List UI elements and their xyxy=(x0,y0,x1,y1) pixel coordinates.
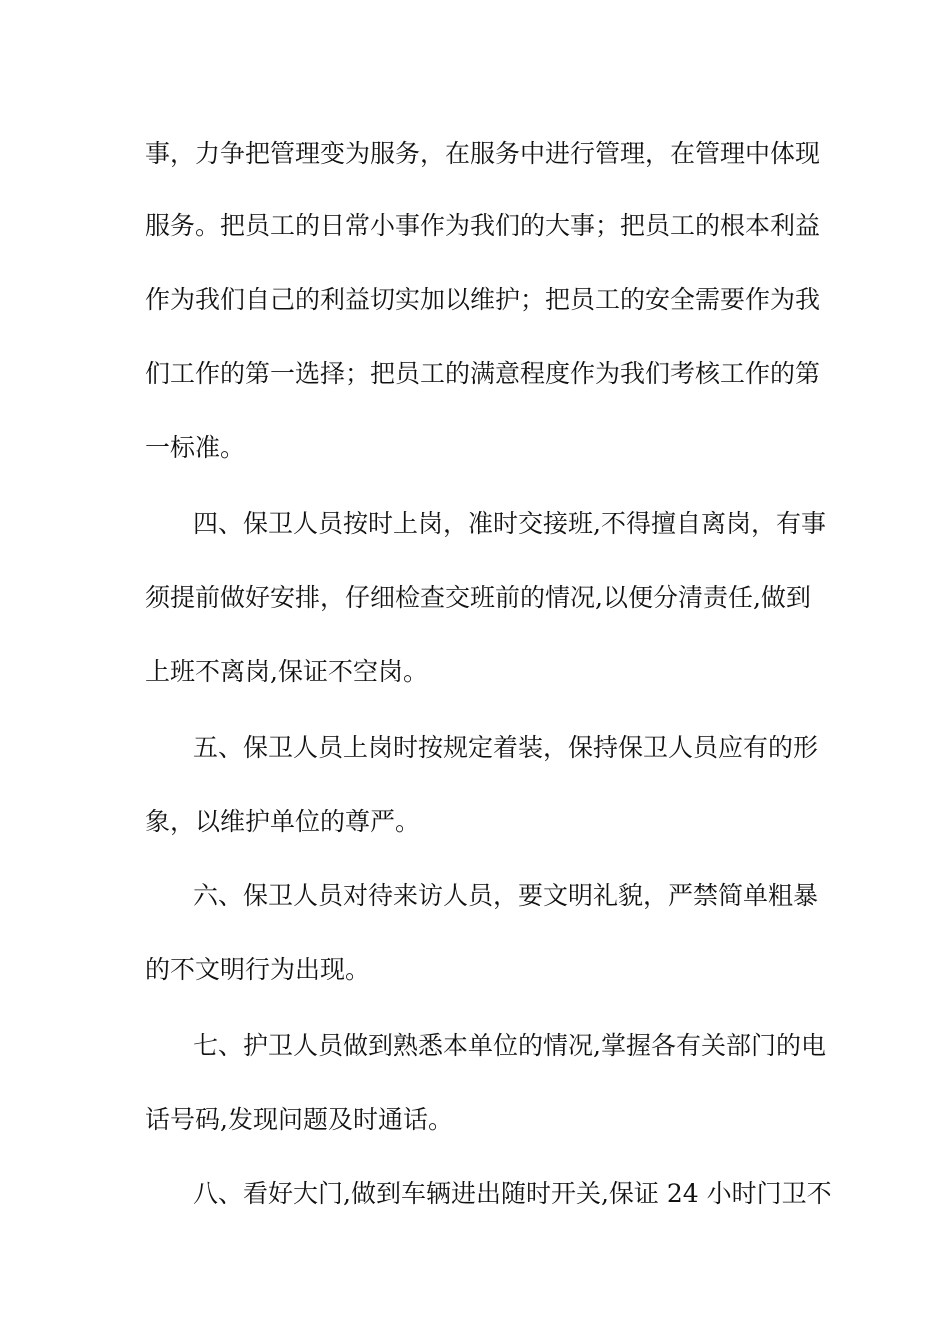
paragraph-line: 五、保卫人员上岗时按规定着装，保持保卫人员应有的形 xyxy=(193,733,819,762)
paragraph-line: 一标准。 xyxy=(145,433,246,462)
paragraph-line: 六、保卫人员对待来访人员，要文明礼貌，严禁简单粗暴 xyxy=(193,881,819,910)
paragraph-line: 七、护卫人员做到熟悉本单位的情况,掌握各有关部门的电 xyxy=(193,1031,826,1060)
paragraph-line: 四、保卫人员按时上岗，准时交接班,不得擅自离岗，有事 xyxy=(193,509,826,538)
paragraph-line: 上班不离岗,保证不空岗。 xyxy=(145,657,428,686)
paragraph-line: 须提前做好安排，仔细检查交班前的情况,以便分清责任,做到 xyxy=(145,583,811,612)
paragraph-line: 事，力争把管理变为服务，在服务中进行管理，在管理中体现 xyxy=(145,139,821,168)
paragraph-line: 八、看好大门,做到车辆进出随时开关,保证 24 小时门卫不 xyxy=(193,1179,832,1208)
paragraph-line: 们工作的第一选择；把员工的满意程度作为我们考核工作的第 xyxy=(145,359,821,388)
paragraph-line: 象，以维护单位的尊严。 xyxy=(145,807,421,836)
paragraph-line: 作为我们自己的利益切实加以维护；把员工的安全需要作为我 xyxy=(145,285,821,314)
paragraph-line: 话号码,发现问题及时通话。 xyxy=(145,1105,453,1134)
paragraph-line: 的不文明行为出现。 xyxy=(145,955,371,984)
paragraph-line: 服务。把员工的日常小事作为我们的大事；把员工的根本利益 xyxy=(145,211,821,240)
